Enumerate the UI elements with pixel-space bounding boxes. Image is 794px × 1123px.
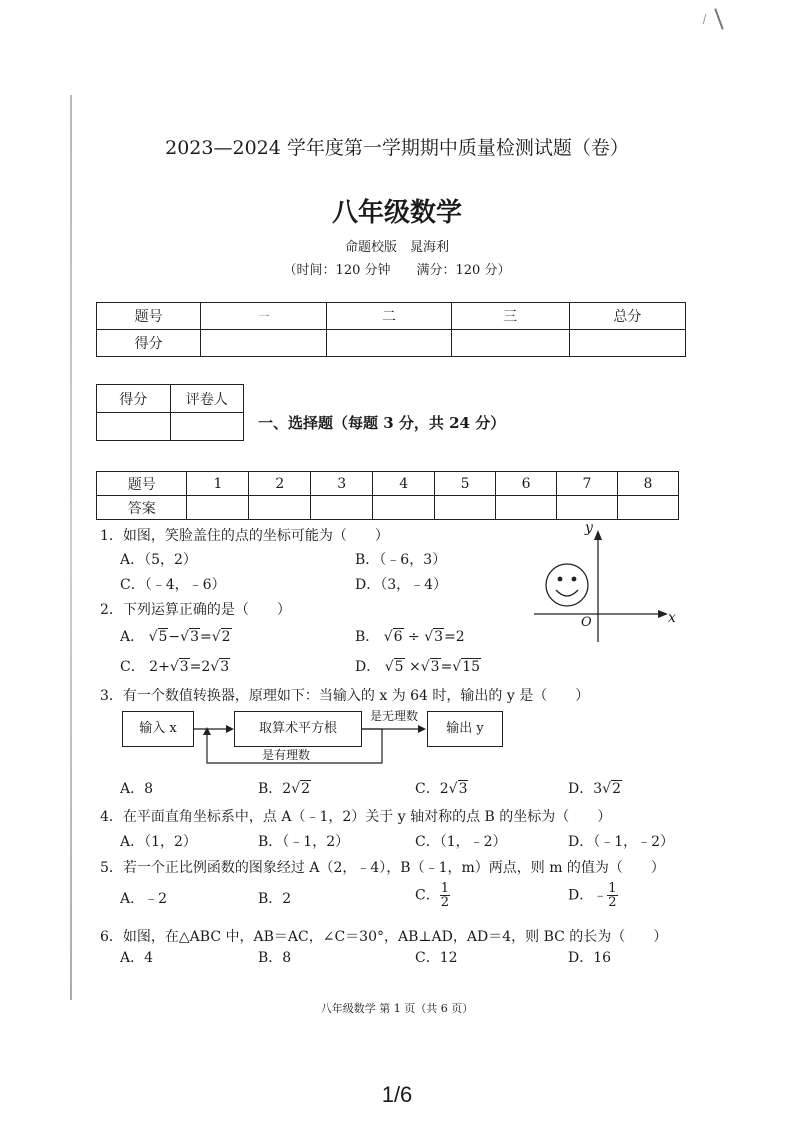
grader-name-label: 评卷人 [170, 385, 244, 413]
grader-score-label: 得分 [97, 385, 171, 413]
q6-stem: 6．如图，在△ABC 中，AB＝AC，∠C＝30°，AB⊥AD，AD＝4，则 BC 的长为（ ） [100, 929, 668, 945]
score-table-header: 二 [327, 303, 451, 330]
fraction: $\frac{1}{2}$ [608, 881, 617, 910]
q3-option-c: C．2√3 [415, 781, 468, 797]
fraction: $\frac{1}{2}$ [440, 881, 449, 910]
score-table-header: 三 [451, 303, 569, 330]
sqrt-expression: √3 [210, 659, 230, 675]
score-table-header: 一 [201, 303, 327, 330]
sqrt-expression: √3 [180, 629, 199, 645]
sqrt-expression: √3 [424, 629, 444, 645]
score-cell[interactable] [201, 330, 327, 357]
scan-mark [703, 14, 707, 24]
q5-option-a: A．﹣2 [120, 891, 168, 907]
flow-label-rational: 是有理数 [262, 748, 311, 762]
coordinate-graph [530, 520, 690, 650]
q1-stem: 1．如图，笑脸盖住的点的坐标可能为（ ） [100, 528, 389, 544]
y-axis-arrow [594, 530, 602, 540]
q5-option-d: D．﹣ $\frac{1}{2}$ [568, 881, 617, 910]
q1-option-c: C．（﹣4，﹣6） [120, 577, 226, 593]
q6-option-c: C．12 [415, 950, 458, 966]
author-line: 命题校版 晁海利 [344, 240, 449, 255]
score-cell[interactable] [451, 330, 569, 357]
sqrt-expression: √2 [291, 781, 311, 797]
smiley-face-icon [546, 564, 588, 606]
q1-option-a: A．（5，2） [120, 552, 197, 568]
score-table-header: 题号 [97, 303, 201, 330]
answer-cell[interactable] [557, 496, 618, 520]
q3-option-b: B．2√2 [258, 781, 311, 797]
q1-option-d: D．（3，﹣4） [355, 577, 448, 593]
scan-mark [714, 8, 723, 29]
answer-number: 7 [557, 472, 618, 496]
q2-option-d: D． √5 ×√3=√15 [355, 659, 481, 675]
answer-cell[interactable] [249, 496, 311, 520]
sqrt-expression: √3 [169, 659, 189, 675]
flow-label-irrational: 是无理数 [370, 709, 419, 723]
answer-number: 5 [435, 472, 496, 496]
q6-option-a: A．4 [120, 950, 154, 966]
q4-stem: 4．在平面直角坐标系中，点 A（﹣1，2）关于 y 轴对称的点 B 的坐标为（ ） [100, 809, 612, 825]
answer-table-label: 题号 [97, 472, 187, 496]
answer-cell[interactable] [435, 496, 496, 520]
x-axis-arrow [658, 610, 668, 618]
page-footer: 八年级数学 第 1 页（共 6 页） [320, 1002, 474, 1015]
grader-box [96, 384, 244, 441]
sqrt-expression: √2 [211, 629, 231, 645]
time-info: （时间：120 分钟 满分：120 分） [283, 263, 511, 278]
q3-option-d: D．3√2 [568, 781, 621, 797]
q4-option-c: C．（1，﹣2） [415, 834, 507, 850]
sqrt-expression: √5 [384, 659, 404, 675]
sqrt-expression: √2 [602, 781, 621, 797]
q5-option-b: B．2 [258, 891, 292, 907]
answer-table [96, 471, 679, 520]
q1-option-b: B．（﹣6，3） [355, 552, 447, 568]
grader-name-cell[interactable] [170, 413, 244, 441]
sqrt-expression: √15 [452, 659, 481, 675]
answer-cell[interactable] [311, 496, 373, 520]
q2-option-c: C． 2+√3=2√3 [120, 659, 230, 675]
q4-option-a: A．（1，2） [120, 834, 197, 850]
score-table [96, 302, 686, 357]
answer-number: 6 [496, 472, 557, 496]
q2-option-b: B． √6 ÷ √3=2 [355, 629, 465, 645]
page-indicator: 1/6 [381, 1082, 413, 1107]
answer-number: 2 [249, 472, 311, 496]
sqrt-expression: √6 [383, 629, 403, 645]
q2-option-a: A． √5−√3=√2 [120, 629, 231, 645]
q3-option-a: A．8 [120, 781, 154, 797]
q6-option-d: D．16 [568, 950, 612, 966]
graph-y-label: y [585, 520, 593, 536]
answer-cell[interactable] [187, 496, 249, 520]
answer-number: 8 [617, 472, 678, 496]
q4-option-d: D．（﹣1，﹣2） [568, 834, 675, 850]
q3-stem: 3．有一个数值转换器，原理如下：当输入的 x 为 64 时，输出的 y 是（ ） [100, 688, 590, 704]
q2-stem: 2．下列运算正确的是（ ） [100, 602, 291, 618]
flow-box-process: 取算术平方根 [234, 711, 362, 747]
answer-number: 4 [373, 472, 435, 496]
exam-title: 2023—2024 学年度第一学期期中质量检测试题（卷） [165, 137, 629, 159]
score-cell[interactable] [327, 330, 451, 357]
answer-number: 3 [311, 472, 373, 496]
q5-stem: 5．若一个正比例函数的图象经过 A（2，﹣4），B（﹣1，m）两点，则 m 的值为（ ） [100, 860, 665, 876]
score-cell[interactable] [569, 330, 685, 357]
answer-table-label: 答案 [97, 496, 187, 520]
answer-cell[interactable] [496, 496, 557, 520]
scan-edge-line [70, 95, 72, 1000]
sqrt-expression: √5 [148, 629, 168, 645]
sqrt-expression: √3 [420, 659, 440, 675]
q5-option-c: C． $\frac{1}{2}$ [415, 881, 449, 910]
flow-box-input: 输入 x [122, 711, 194, 747]
grader-score-cell[interactable] [97, 413, 171, 441]
answer-cell[interactable] [617, 496, 678, 520]
answer-number: 1 [187, 472, 249, 496]
graph-x-label: x [668, 610, 676, 626]
sqrt-expression: √3 [448, 781, 468, 797]
flow-box-output: 输出 y [427, 711, 503, 747]
graph-origin-label: O [581, 615, 592, 630]
score-table-row-label: 得分 [97, 330, 201, 357]
score-table-header: 总分 [569, 303, 685, 330]
section-title: 一、选择题（每题 3 分，共 24 分） [258, 414, 506, 432]
subject-title: 八年级数学 [331, 198, 462, 228]
q6-option-b: B．8 [258, 950, 292, 966]
answer-cell[interactable] [373, 496, 435, 520]
q4-option-b: B．（﹣1，2） [258, 834, 350, 850]
